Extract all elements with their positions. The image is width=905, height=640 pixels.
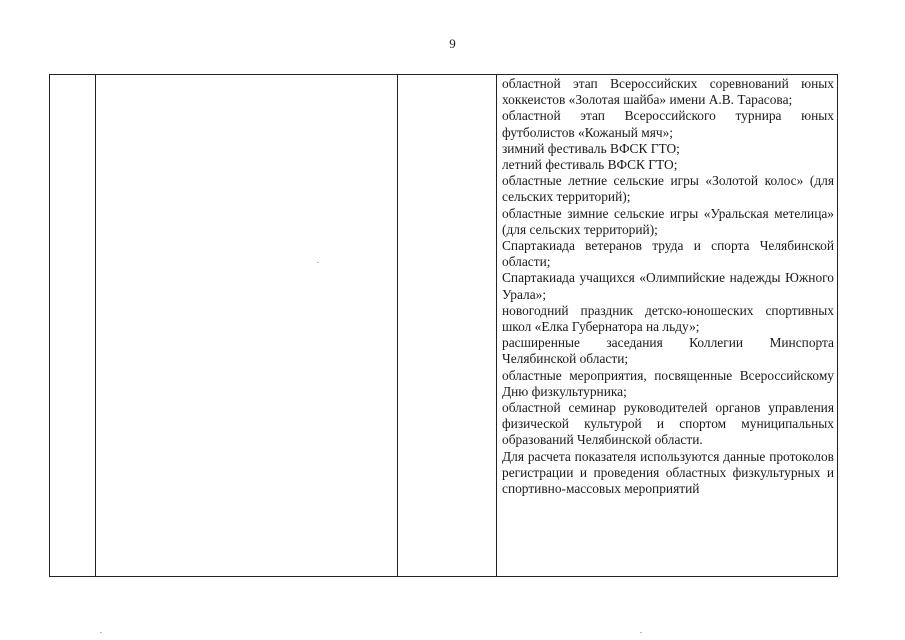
list-item: областной семинар руководителей органов управления физической культурой и спортом муниципальных образований Челябинской области. <box>502 400 834 448</box>
document-table <box>49 74 838 577</box>
table-cell-col3 <box>398 75 497 577</box>
list-item: новогодний праздник детско-юношеских спортивных школ «Елка Губернатора на льду»; <box>502 302 834 335</box>
list-item: областной этап Всероссийских соревнований юных хоккеистов «Золотая шайба» имени А.В. Тарасова; <box>502 76 834 108</box>
list-item: областные мероприятия, посвященные Всероссийскому Дню физкультурника; <box>502 367 834 399</box>
scan-speck <box>640 632 642 633</box>
list-item: областные зимние сельские игры «Уральская метелица» (для сельских территорий); <box>502 205 834 237</box>
list-item: расширенные заседания Коллегии Минспорта Челябинской области; <box>502 335 834 367</box>
scan-speck <box>100 632 102 633</box>
list-item: Спартакиада учащихся «Олимпийские надежды Южного Урала»; <box>502 270 834 302</box>
table-cell-col2 <box>96 75 398 577</box>
table-cell-description <box>497 75 838 577</box>
list-item: областной этап Всероссийского турнира юных футболистов «Кожаный мяч»; <box>502 108 834 140</box>
list-item: летний фестиваль ВФСК ГТО; <box>502 157 678 173</box>
list-item: зимний фестиваль ВФСК ГТО; <box>502 140 680 156</box>
list-item: областные летние сельские игры «Золотой колос» (для сельских территорий); <box>502 173 834 205</box>
table-cell-col1 <box>50 75 96 577</box>
list-item: Для расчета показателя используются данные протоколов регистрации и проведения областных физкультурных и спортивно-массовых мероприятий <box>502 448 834 497</box>
list-item: Спартакиада ветеранов труда и спорта Челябинской области; <box>502 238 834 270</box>
scan-speck <box>317 262 319 263</box>
page-number: 9 <box>449 36 456 51</box>
table-row <box>50 75 838 577</box>
